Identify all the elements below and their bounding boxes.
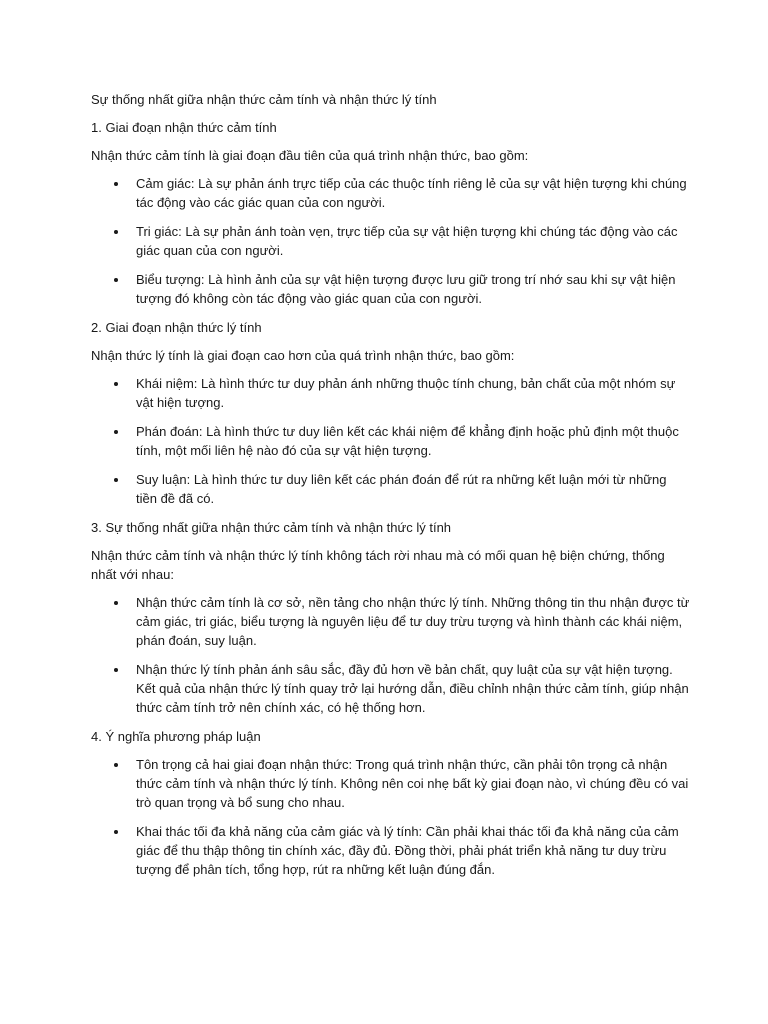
bullet-icon (114, 430, 118, 434)
bullet-list-4 (91, 755, 691, 879)
list-item: Nhận thức cảm tính là cơ sở, nền tảng cho nhận thức lý tính. Những thông tin thu nhận được từ cảm giác, tri giác, biểu tượng là nguyên liệu để tư duy trừu tượng và hình thành các khái niệm, phán đoán, suy luận. (91, 593, 691, 650)
section-intro-3: Nhận thức cảm tính và nhận thức lý tính không tách rời nhau mà có mối quan hệ biện chứng, thống nhất với nhau: (91, 548, 665, 582)
section-heading-2: 2. Giai đoạn nhận thức lý tính (91, 320, 262, 335)
bullet-list-1 (91, 174, 691, 308)
document-page (91, 90, 691, 889)
bullet-list-3 (91, 593, 691, 717)
section-heading-3: 3. Sự thống nhất giữa nhận thức cảm tính và nhận thức lý tính (91, 520, 452, 535)
section-intro-1: Nhận thức cảm tính là giai đoạn đầu tiên của quá trình nhận thức, bao gồm: (91, 148, 529, 163)
bullet-icon (114, 830, 118, 834)
section-heading-1: 1. Giai đoạn nhận thức cảm tính (91, 120, 277, 135)
list-item: Biểu tượng: Là hình ảnh của sự vật hiện tượng được lưu giữ trong trí nhớ sau khi sự vật hiện tượng đó không còn tác động vào giác quan của con người. (91, 270, 691, 308)
list-item: Tri giác: Là sự phản ánh toàn vẹn, trực tiếp của sự vật hiện tượng khi chúng tác động vào các giác quan của con người. (91, 222, 691, 260)
bullet-icon (114, 763, 118, 767)
bullet-icon (114, 478, 118, 482)
list-item: Khái niệm: Là hình thức tư duy phản ánh những thuộc tính chung, bản chất của một nhóm sự vật hiện tượng. (91, 374, 691, 412)
section-heading-4: 4. Ý nghĩa phương pháp luận (91, 729, 261, 744)
bullet-icon (114, 230, 118, 234)
bullet-icon (114, 182, 118, 186)
list-item: Tôn trọng cả hai giai đoạn nhận thức: Trong quá trình nhận thức, cần phải tôn trọng cả nhận thức cảm tính và nhận thức lý tính. Không nên coi nhẹ bất kỳ giai đoạn nào, vì chúng đều có vai trò quan trọng và bổ sung cho nhau. (91, 755, 691, 812)
list-item: Phán đoán: Là hình thức tư duy liên kết các khái niệm để khẳng định hoặc phủ định một thuộc tính, một mối liên hệ nào đó của sự vật hiện tượng. (91, 422, 691, 460)
bullet-icon (114, 278, 118, 282)
bullet-icon (114, 668, 118, 672)
document-title: Sự thống nhất giữa nhận thức cảm tính và nhận thức lý tính (91, 92, 437, 107)
list-item: Khai thác tối đa khả năng của cảm giác và lý tính: Cần phải khai thác tối đa khả năng của cảm giác để thu thập thông tin chính xác, đầy đủ. Đồng thời, phải phát triển khả năng tư duy trừu tượng để phân tích, tổng hợp, rút ra những kết luận đúng đắn. (91, 822, 691, 879)
bullet-icon (114, 601, 118, 605)
bullet-list-2 (91, 374, 691, 508)
section-intro-2: Nhận thức lý tính là giai đoạn cao hơn của quá trình nhận thức, bao gồm: (91, 348, 515, 363)
list-item: Nhận thức lý tính phản ánh sâu sắc, đầy đủ hơn về bản chất, quy luật của sự vật hiện tượng. Kết quả của nhận thức lý tính quay trở lại hướng dẫn, điều chỉnh nhận thức cảm tính, giúp nhận thức cảm tính trở nên chính xác, có hệ thống hơn. (91, 660, 691, 717)
list-item: Suy luận: Là hình thức tư duy liên kết các phán đoán để rút ra những kết luận mới từ những tiền đề đã có. (91, 470, 691, 508)
list-item: Cảm giác: Là sự phản ánh trực tiếp của các thuộc tính riêng lẻ của sự vật hiện tượng khi chúng tác động vào các giác quan của con người. (91, 174, 691, 212)
bullet-icon (114, 382, 118, 386)
